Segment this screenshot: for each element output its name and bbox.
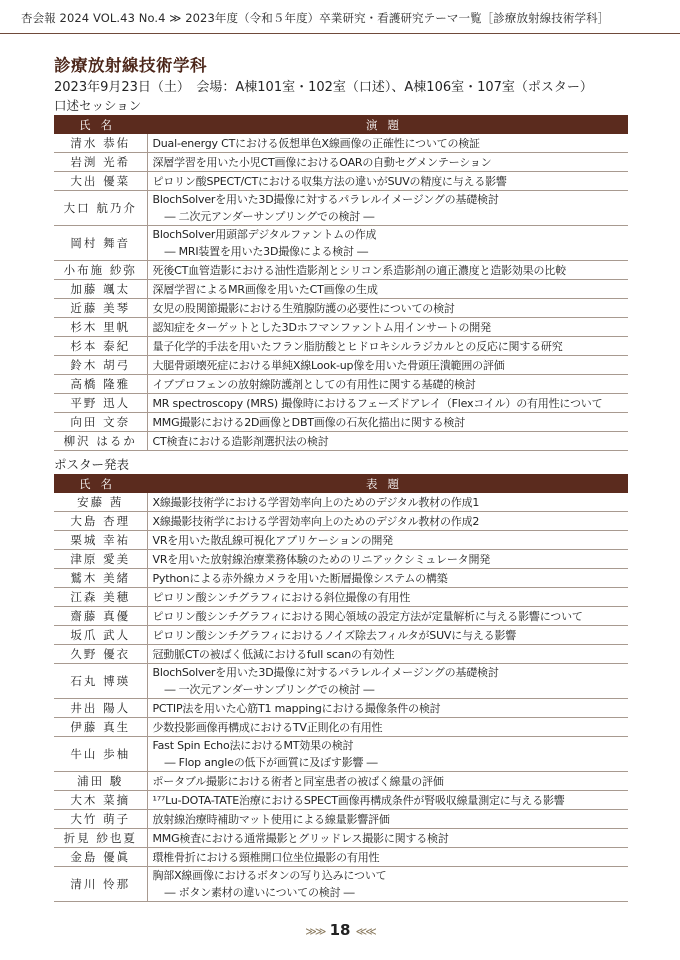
table-row <box>54 718 628 737</box>
presentation-title: X線撮影技術学における学習効率向上のためのデジタル教材の作成2 <box>152 514 480 528</box>
presentation-title-cell <box>147 626 628 645</box>
presenter-name: 柳沢 はるか <box>54 432 147 451</box>
presentation-title-cell <box>147 153 628 172</box>
table-row <box>54 375 628 394</box>
presenter-name: 大竹 萌子 <box>54 810 147 829</box>
presentation-title-cell <box>147 413 628 432</box>
table-row <box>54 318 628 337</box>
presentation-title: イブプロフェンの放射線防護剤としての有用性に関する基礎的検討 <box>152 377 476 391</box>
poster-session-table <box>54 474 628 902</box>
presentation-title: ¹⁷⁷Lu-DOTA-TATE治療におけるSPECT画像再構成条件が腎吸収線量測定に与える影響 <box>152 793 565 807</box>
table-row <box>54 413 628 432</box>
presentation-title-cell <box>147 394 628 413</box>
presentation-title-cell <box>147 432 628 451</box>
presentation-title: VRを用いた散乱線可視化アプリケーションの開発 <box>152 533 393 547</box>
presentation-title-cell <box>147 588 628 607</box>
presentation-title: 放射線治療時補助マット使用による線量影響評価 <box>152 812 390 826</box>
presenter-name: 大島 杏理 <box>54 512 147 531</box>
presenter-name: 加藤 颯太 <box>54 280 147 299</box>
right-ornament-icon: ≪≪ <box>355 925 375 938</box>
presentation-title: BlochSolverを用いた3D撮像に対するパラレルイメージングの基礎検討 <box>152 666 499 679</box>
presenter-name: 岩渕 光希 <box>54 153 147 172</box>
presentation-title-cell <box>147 375 628 394</box>
presenter-name: 伊藤 真生 <box>54 718 147 737</box>
presentation-title-cell <box>147 493 628 512</box>
left-ornament-icon: ≫≫ <box>305 925 325 938</box>
col-header-title: 表題 <box>147 474 628 493</box>
presentation-title-cell <box>147 512 628 531</box>
presentation-title-cell <box>147 134 628 153</box>
col-header-title: 演題 <box>147 115 628 134</box>
table-row <box>54 810 628 829</box>
presentation-title-cell <box>147 191 628 226</box>
presenter-name: 向田 文奈 <box>54 413 147 432</box>
presentation-title: 女児の股関節撮影における生殖腺防護の必要性についての検討 <box>152 301 455 315</box>
presentation-subtitle: ― Flop angleの低下が画質に及ぼす影響 ― <box>164 756 378 769</box>
presentation-title-cell <box>147 867 628 902</box>
presenter-name: 大口 航乃介 <box>54 191 147 226</box>
oral-session-table <box>54 115 628 451</box>
presentation-title: Fast Spin Echo法におけるMT効果の検討 <box>152 739 354 752</box>
col-header-name: 氏名 <box>54 474 147 493</box>
presentation-title: CT検査における造影剤選択法の検討 <box>152 434 329 448</box>
presentation-title-cell <box>147 337 628 356</box>
presentation-title-cell <box>147 318 628 337</box>
presentation-subtitle: ― ボタン素材の違いについての検討 ― <box>164 886 355 899</box>
presentation-title-cell <box>147 550 628 569</box>
presenter-name: 坂爪 武人 <box>54 626 147 645</box>
table-row <box>54 607 628 626</box>
table-row <box>54 172 628 191</box>
presentation-title-cell <box>147 607 628 626</box>
presenter-name: 鷲木 美緒 <box>54 569 147 588</box>
table-row <box>54 664 628 699</box>
presenter-name: 金島 優眞 <box>54 848 147 867</box>
presenter-name: 高橋 隆雅 <box>54 375 147 394</box>
presentation-title-cell <box>147 791 628 810</box>
presentation-title-cell <box>147 280 628 299</box>
presentation-title: ピロリン酸シンチグラフィにおける関心領域の設定方法が定量解析に与える影響について <box>152 609 583 623</box>
presentation-subtitle: ― 二次元アンダーサンプリングでの検討 ― <box>164 210 375 223</box>
presentation-title-cell <box>147 829 628 848</box>
presentation-title: 胸部X線画像におけるボタンの写り込みについて <box>152 869 387 882</box>
table-row <box>54 699 628 718</box>
table-row <box>54 134 628 153</box>
presenter-name: 大出 優菜 <box>54 172 147 191</box>
table-row <box>54 772 628 791</box>
table-row <box>54 432 628 451</box>
table-row <box>54 531 628 550</box>
presenter-name: 近藤 美琴 <box>54 299 147 318</box>
presentation-title: 深層学習によるMR画像を用いたCT画像の生成 <box>152 282 378 296</box>
table-row <box>54 791 628 810</box>
presentation-title: PCTIP法を用いた心筋T1 mappingにおける撮像条件の検討 <box>152 701 441 715</box>
presentation-title: 環椎骨折における頸椎開口位坐位撮影の有用性 <box>152 850 380 864</box>
table-row <box>54 493 628 512</box>
presentation-title: 大腿骨頭壊死症における単純X線Look-up像を用いた骨頭圧潰範囲の評価 <box>152 358 505 372</box>
department-title: 診療放射線技術学科 <box>54 56 207 75</box>
presentation-title: ピロリン酸SPECT/CTにおける収集方法の違いがSUVの精度に与える影響 <box>152 174 507 188</box>
running-header: 杏会報 2024 VOL.43 No.4 ≫ 2023年度（令和５年度）卒業研究・看護研究テーマ一覧［診療放射線技術学科］ <box>21 11 610 25</box>
presentation-title-cell <box>147 531 628 550</box>
presenter-name: 岡村 舞音 <box>54 226 147 261</box>
table-row <box>54 626 628 645</box>
presentation-title-cell <box>147 664 628 699</box>
presenter-name: 井出 陽人 <box>54 699 147 718</box>
presentation-title-cell <box>147 718 628 737</box>
presentation-title-cell <box>147 737 628 772</box>
presenter-name: 牛山 歩柚 <box>54 737 147 772</box>
table-row <box>54 394 628 413</box>
presentation-title: 冠動脈CTの被ばく低減におけるfull scanの有効性 <box>152 647 395 661</box>
presentation-title: MMG撮影における2D画像とDBT画像の石灰化描出に関する検討 <box>152 415 466 429</box>
presenter-name: 江森 美穂 <box>54 588 147 607</box>
presentation-title: Dual-energy CTにおける仮想単色X線画像の正確性についての検証 <box>152 136 480 150</box>
presentation-title: ピロリン酸シンチグラフィにおけるノイズ除去フィルタがSUVに与える影響 <box>152 628 517 642</box>
presenter-name: 清水 恭佑 <box>54 134 147 153</box>
presentation-title: 少数投影画像再構成におけるTV正則化の有用性 <box>152 720 383 734</box>
presentation-title-cell <box>147 226 628 261</box>
presentation-title: ポータブル撮影における術者と同室患者の被ばく線量の評価 <box>152 774 444 788</box>
presenter-name: 浦田 駿 <box>54 772 147 791</box>
presentation-title-cell <box>147 848 628 867</box>
table-row <box>54 588 628 607</box>
table-row <box>54 356 628 375</box>
table-row <box>54 848 628 867</box>
presenter-name: 栗城 幸祐 <box>54 531 147 550</box>
table-row <box>54 829 628 848</box>
table-row <box>54 337 628 356</box>
table-row <box>54 299 628 318</box>
presentation-title: VRを用いた放射線治療業務体験のためのリニアックシミュレータ開発 <box>152 552 491 566</box>
presenter-name: 杉本 泰紀 <box>54 337 147 356</box>
presentation-title-cell <box>147 569 628 588</box>
presentation-title-cell <box>147 356 628 375</box>
table-row <box>54 645 628 664</box>
presentation-title: 深層学習を用いた小児CT画像におけるOARの自動セグメンテーション <box>152 155 492 169</box>
event-dateline: 2023年9月23日（土） 会場：A棟101室・102室（口述）、A棟106室・107室（ポスター） <box>54 80 593 95</box>
presentation-title: Pythonによる赤外線カメラを用いた断層撮像システムの構築 <box>152 571 448 585</box>
presentation-title: MMG検査における通常撮影とグリッドレス撮影に関する検討 <box>152 831 449 845</box>
presenter-name: 久野 優衣 <box>54 645 147 664</box>
presentation-subtitle: ― 一次元アンダーサンプリングでの検討 ― <box>164 683 375 696</box>
table-row <box>54 569 628 588</box>
presentation-subtitle: ― MRI装置を用いた3D撮像による検討 ― <box>164 245 368 258</box>
table-row <box>54 737 628 772</box>
table-row <box>54 191 628 226</box>
table-row <box>54 226 628 261</box>
table-row <box>54 867 628 902</box>
presentation-title-cell <box>147 261 628 280</box>
poster-session-heading: ポスター発表 <box>54 457 130 472</box>
oral-session-heading: 口述セッション <box>54 98 142 113</box>
table-row <box>54 512 628 531</box>
presentation-title: BlochSolver用頭部デジタルファントムの作成 <box>152 228 377 241</box>
presentation-title: BlochSolverを用いた3D撮像に対するパラレルイメージングの基礎検討 <box>152 193 499 206</box>
presentation-title-cell <box>147 172 628 191</box>
header-divider <box>0 33 680 34</box>
presenter-name: 小布施 紗弥 <box>54 261 147 280</box>
presenter-name: 石丸 博瑛 <box>54 664 147 699</box>
presentation-title: 死後CT血管造影における油性造影剤とシリコン系造影剤の適正濃度と造影効果の比較 <box>152 263 566 277</box>
col-header-name: 氏名 <box>54 115 147 134</box>
presentation-title: MR spectroscopy (MRS) 撮像時におけるフェーズドアレイ（Flexコイル）の有用性について <box>152 396 603 410</box>
presenter-name: 折見 紗也夏 <box>54 829 147 848</box>
presentation-title-cell <box>147 810 628 829</box>
presenter-name: 鈴木 胡弓 <box>54 356 147 375</box>
presenter-name: 平野 迅人 <box>54 394 147 413</box>
page-footer <box>0 921 680 939</box>
table-row <box>54 280 628 299</box>
presenter-name: 大木 菜摘 <box>54 791 147 810</box>
table-row <box>54 153 628 172</box>
page-number: 18 <box>329 921 351 939</box>
presentation-title: 認知症をターゲットとした3Dホフマンファントム用インサートの開発 <box>152 320 491 334</box>
presentation-title-cell <box>147 699 628 718</box>
presenter-name: 齋藤 真優 <box>54 607 147 626</box>
presenter-name: 杉木 里帆 <box>54 318 147 337</box>
presentation-title-cell <box>147 645 628 664</box>
presentation-title: X線撮影技術学における学習効率向上のためのデジタル教材の作成1 <box>152 495 480 509</box>
presentation-title: 量子化学的手法を用いたフラン脂肪酸とヒドロキシルラジカルとの反応に関する研究 <box>152 339 563 353</box>
presentation-title-cell <box>147 299 628 318</box>
presentation-title: ピロリン酸シンチグラフィにおける斜位撮像の有用性 <box>152 590 411 604</box>
presenter-name: 安藤 茜 <box>54 493 147 512</box>
table-row <box>54 550 628 569</box>
presenter-name: 清川 怜那 <box>54 867 147 902</box>
presentation-title-cell <box>147 772 628 791</box>
presenter-name: 津原 愛美 <box>54 550 147 569</box>
table-row <box>54 261 628 280</box>
